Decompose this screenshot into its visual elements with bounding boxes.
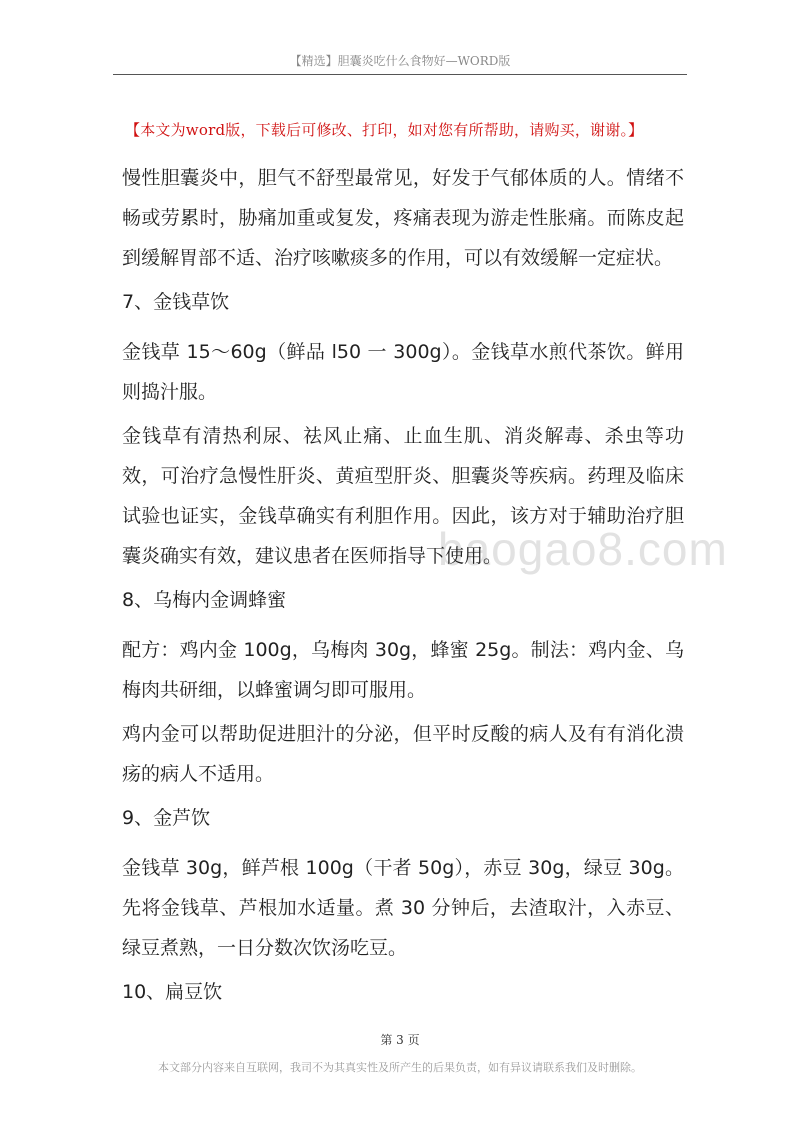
heading-10: 10、扁豆饮 [122,981,223,1003]
page-footer-disclaimer: 本文部分内容来自互联网，我司不为其真实性及所产生的后果负责，如有异议请联系我们及时删除。 [158,1061,642,1074]
page-header: 【精选】胆囊炎吃什么食物好—WORD版 [289,54,511,68]
document-body [122,158,684,1022]
paragraph-intro: 慢性胆囊炎中，胆气不舒型最常见，好发于气郁体质的人。情绪不畅或劳累时，胁痛加重或复发，疼痛表现为游走性胀痛。而陈皮起到缓解胃部不适、治疗咳嗽痰多的作用，可以有效缓解一定症状。 [122,167,684,269]
paragraph-8-recipe: 配方：鸡内金 100g，乌梅肉 30g，蜂蜜 25g。制法：鸡内金、乌梅肉共研细，以蜂蜜调匀即可服用。 [122,639,684,701]
heading-9: 9、金芦饮 [122,807,211,829]
header-divider [113,74,687,75]
paragraph-7-recipe: 金钱草 15～60g（鲜品 l50 一 300g）。金钱草水煎代茶饮。鲜用则捣汁服。 [122,341,684,403]
paragraph-7-description: 金钱草有清热利尿、祛风止痛、止血生肌、消炎解毒、杀虫等功效，可治疗急慢性肝炎、黄疸型肝炎、胆囊炎等疾病。药理及临床试验也证实，金钱草确实有利胆作用。因此，该方对于辅助治疗胆囊炎确实有效，建议患者在医师指导下使用。 [122,425,684,567]
paragraph-8-description: 鸡内金可以帮助促进胆汁的分泌，但平时反酸的病人及有有消化溃疡的病人不适用。 [122,723,684,785]
heading-8: 8、乌梅内金调蜂蜜 [122,589,287,611]
heading-7: 7、金钱草饮 [122,291,230,313]
watermark: baogao8.com [438,523,728,575]
purchase-notice: 【本文为word版，下载后可修改、打印，如对您有所帮助，请购买，谢谢。】 [125,121,644,139]
paragraph-9-recipe: 金钱草 30g，鲜芦根 100g（干者 50g），赤豆 30g，绿豆 30g。先将金钱草、芦根加水适量。煮 30 分钟后，去渣取汁，入赤豆、绿豆煮熟，一日分数次饮汤吃豆。 [122,857,684,959]
page-number: 第 3 页 [380,1033,420,1047]
